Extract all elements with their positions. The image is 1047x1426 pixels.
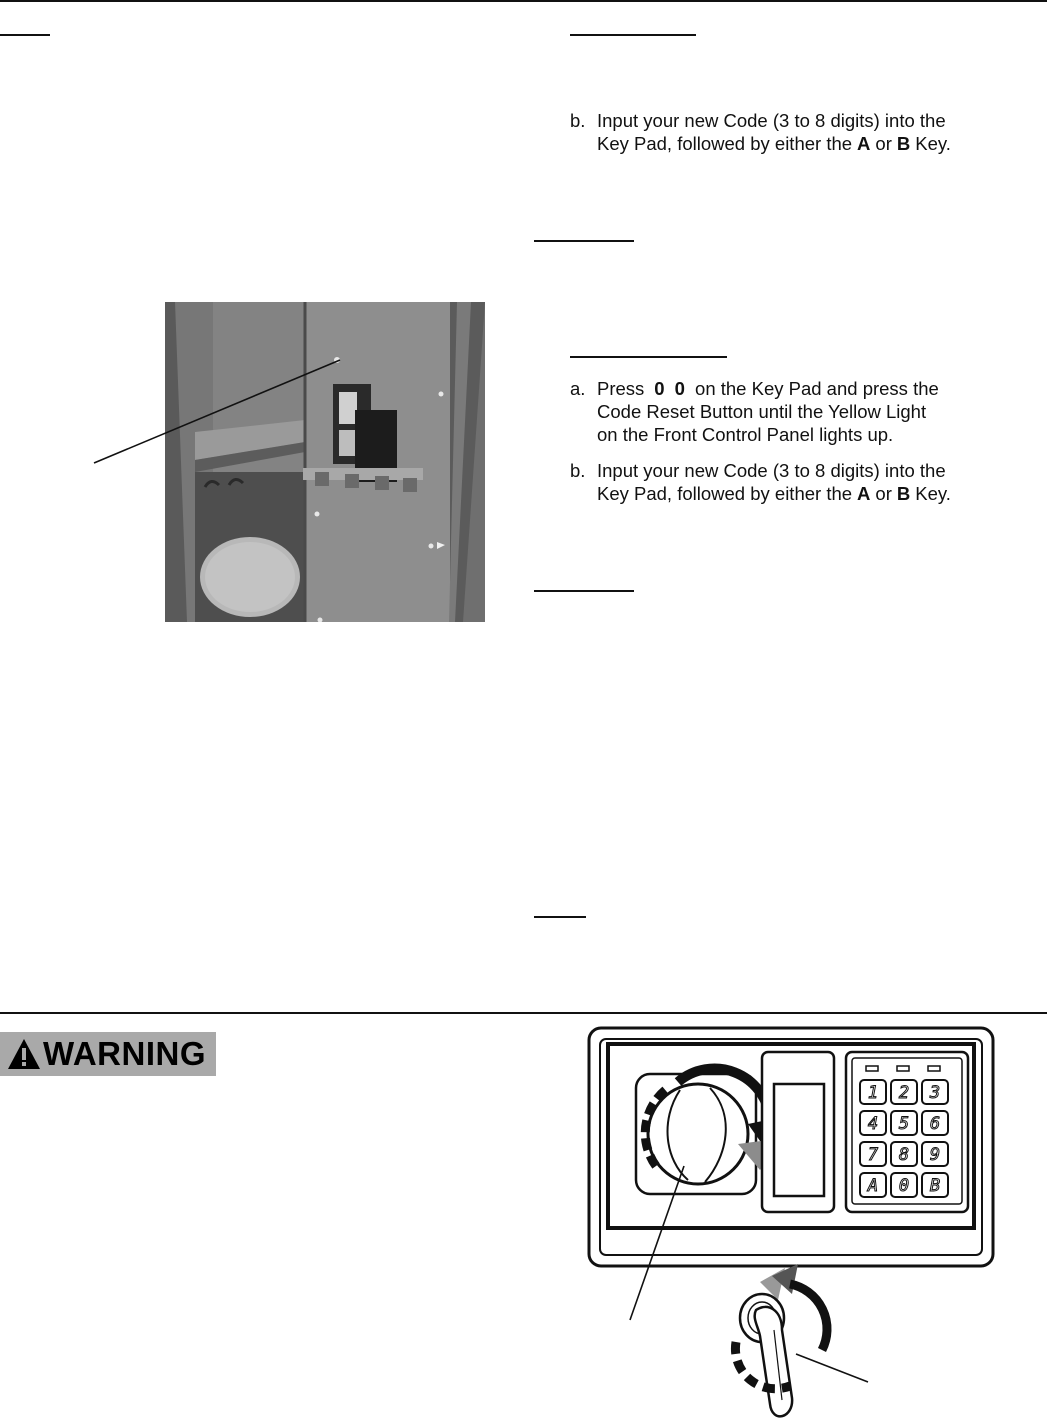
- step-label: a.: [570, 378, 586, 399]
- step-text: on the Front Control Panel lights up.: [597, 424, 894, 445]
- code-set-heading-underline: [570, 34, 696, 36]
- keypad-key-label: 9: [929, 1145, 941, 1165]
- step-label: b.: [570, 110, 586, 131]
- step-text: Code Reset Button until the Yellow Light: [597, 401, 927, 422]
- code-reset-heading-underline: [570, 356, 727, 358]
- keypad-key-label: 1: [867, 1083, 879, 1103]
- section-heading-underline-1: [534, 240, 634, 242]
- step-text: Press: [597, 378, 645, 399]
- step-text: on the Key Pad and press the: [695, 378, 939, 399]
- key-b-glyph: B: [896, 483, 911, 504]
- or-text: or: [875, 483, 892, 504]
- left-heading-underline: [0, 34, 50, 36]
- warning-triangle-icon: [6, 1037, 42, 1071]
- code-reset-step-b: [570, 459, 1030, 505]
- step-text: Key.: [915, 133, 951, 154]
- top-rule: [0, 0, 1047, 2]
- keypad-key-label: 6: [929, 1114, 941, 1134]
- step-text: Input your new Code (3 to 8 digits) into the: [597, 110, 946, 131]
- code-reset-step-a: [570, 377, 1030, 446]
- section-divider: [0, 1012, 1047, 1014]
- keypad-key-label: 8: [898, 1145, 910, 1165]
- control-panel-diagram: [560, 1020, 1010, 1426]
- code-set-step-b: [570, 109, 1030, 155]
- keypad-key-label: 4: [867, 1114, 879, 1134]
- keypad-key-label: 2: [898, 1083, 910, 1103]
- key-a-glyph: A: [857, 133, 871, 154]
- keypad-key-label: 5: [898, 1114, 910, 1134]
- keypad-key-label: A: [867, 1176, 879, 1196]
- key-b-glyph: B: [896, 133, 911, 154]
- warning-banner: [0, 1032, 216, 1076]
- step-label: b.: [570, 460, 586, 481]
- keypad-key-label: 7: [867, 1145, 879, 1165]
- step-text: Key.: [915, 483, 951, 504]
- step-text: Input your new Code (3 to 8 digits) into the: [597, 460, 946, 481]
- keypad-key-label: B: [929, 1176, 941, 1196]
- step-text: Key Pad, followed by either the: [597, 133, 853, 154]
- note-heading-underline: [534, 916, 586, 918]
- key-zero-glyph: 0: [654, 378, 665, 399]
- key-a-glyph: A: [857, 483, 871, 504]
- step-text: Key Pad, followed by either the: [597, 483, 853, 504]
- photo-callout-line: [90, 350, 350, 470]
- section-heading-underline-2: [534, 590, 634, 592]
- key-zero-glyph: 0: [674, 378, 685, 399]
- keypad-key-label: 3: [929, 1083, 941, 1103]
- warning-label: WARNING: [43, 1035, 206, 1072]
- or-text: or: [875, 133, 892, 154]
- keypad-key-label: 0: [898, 1176, 910, 1196]
